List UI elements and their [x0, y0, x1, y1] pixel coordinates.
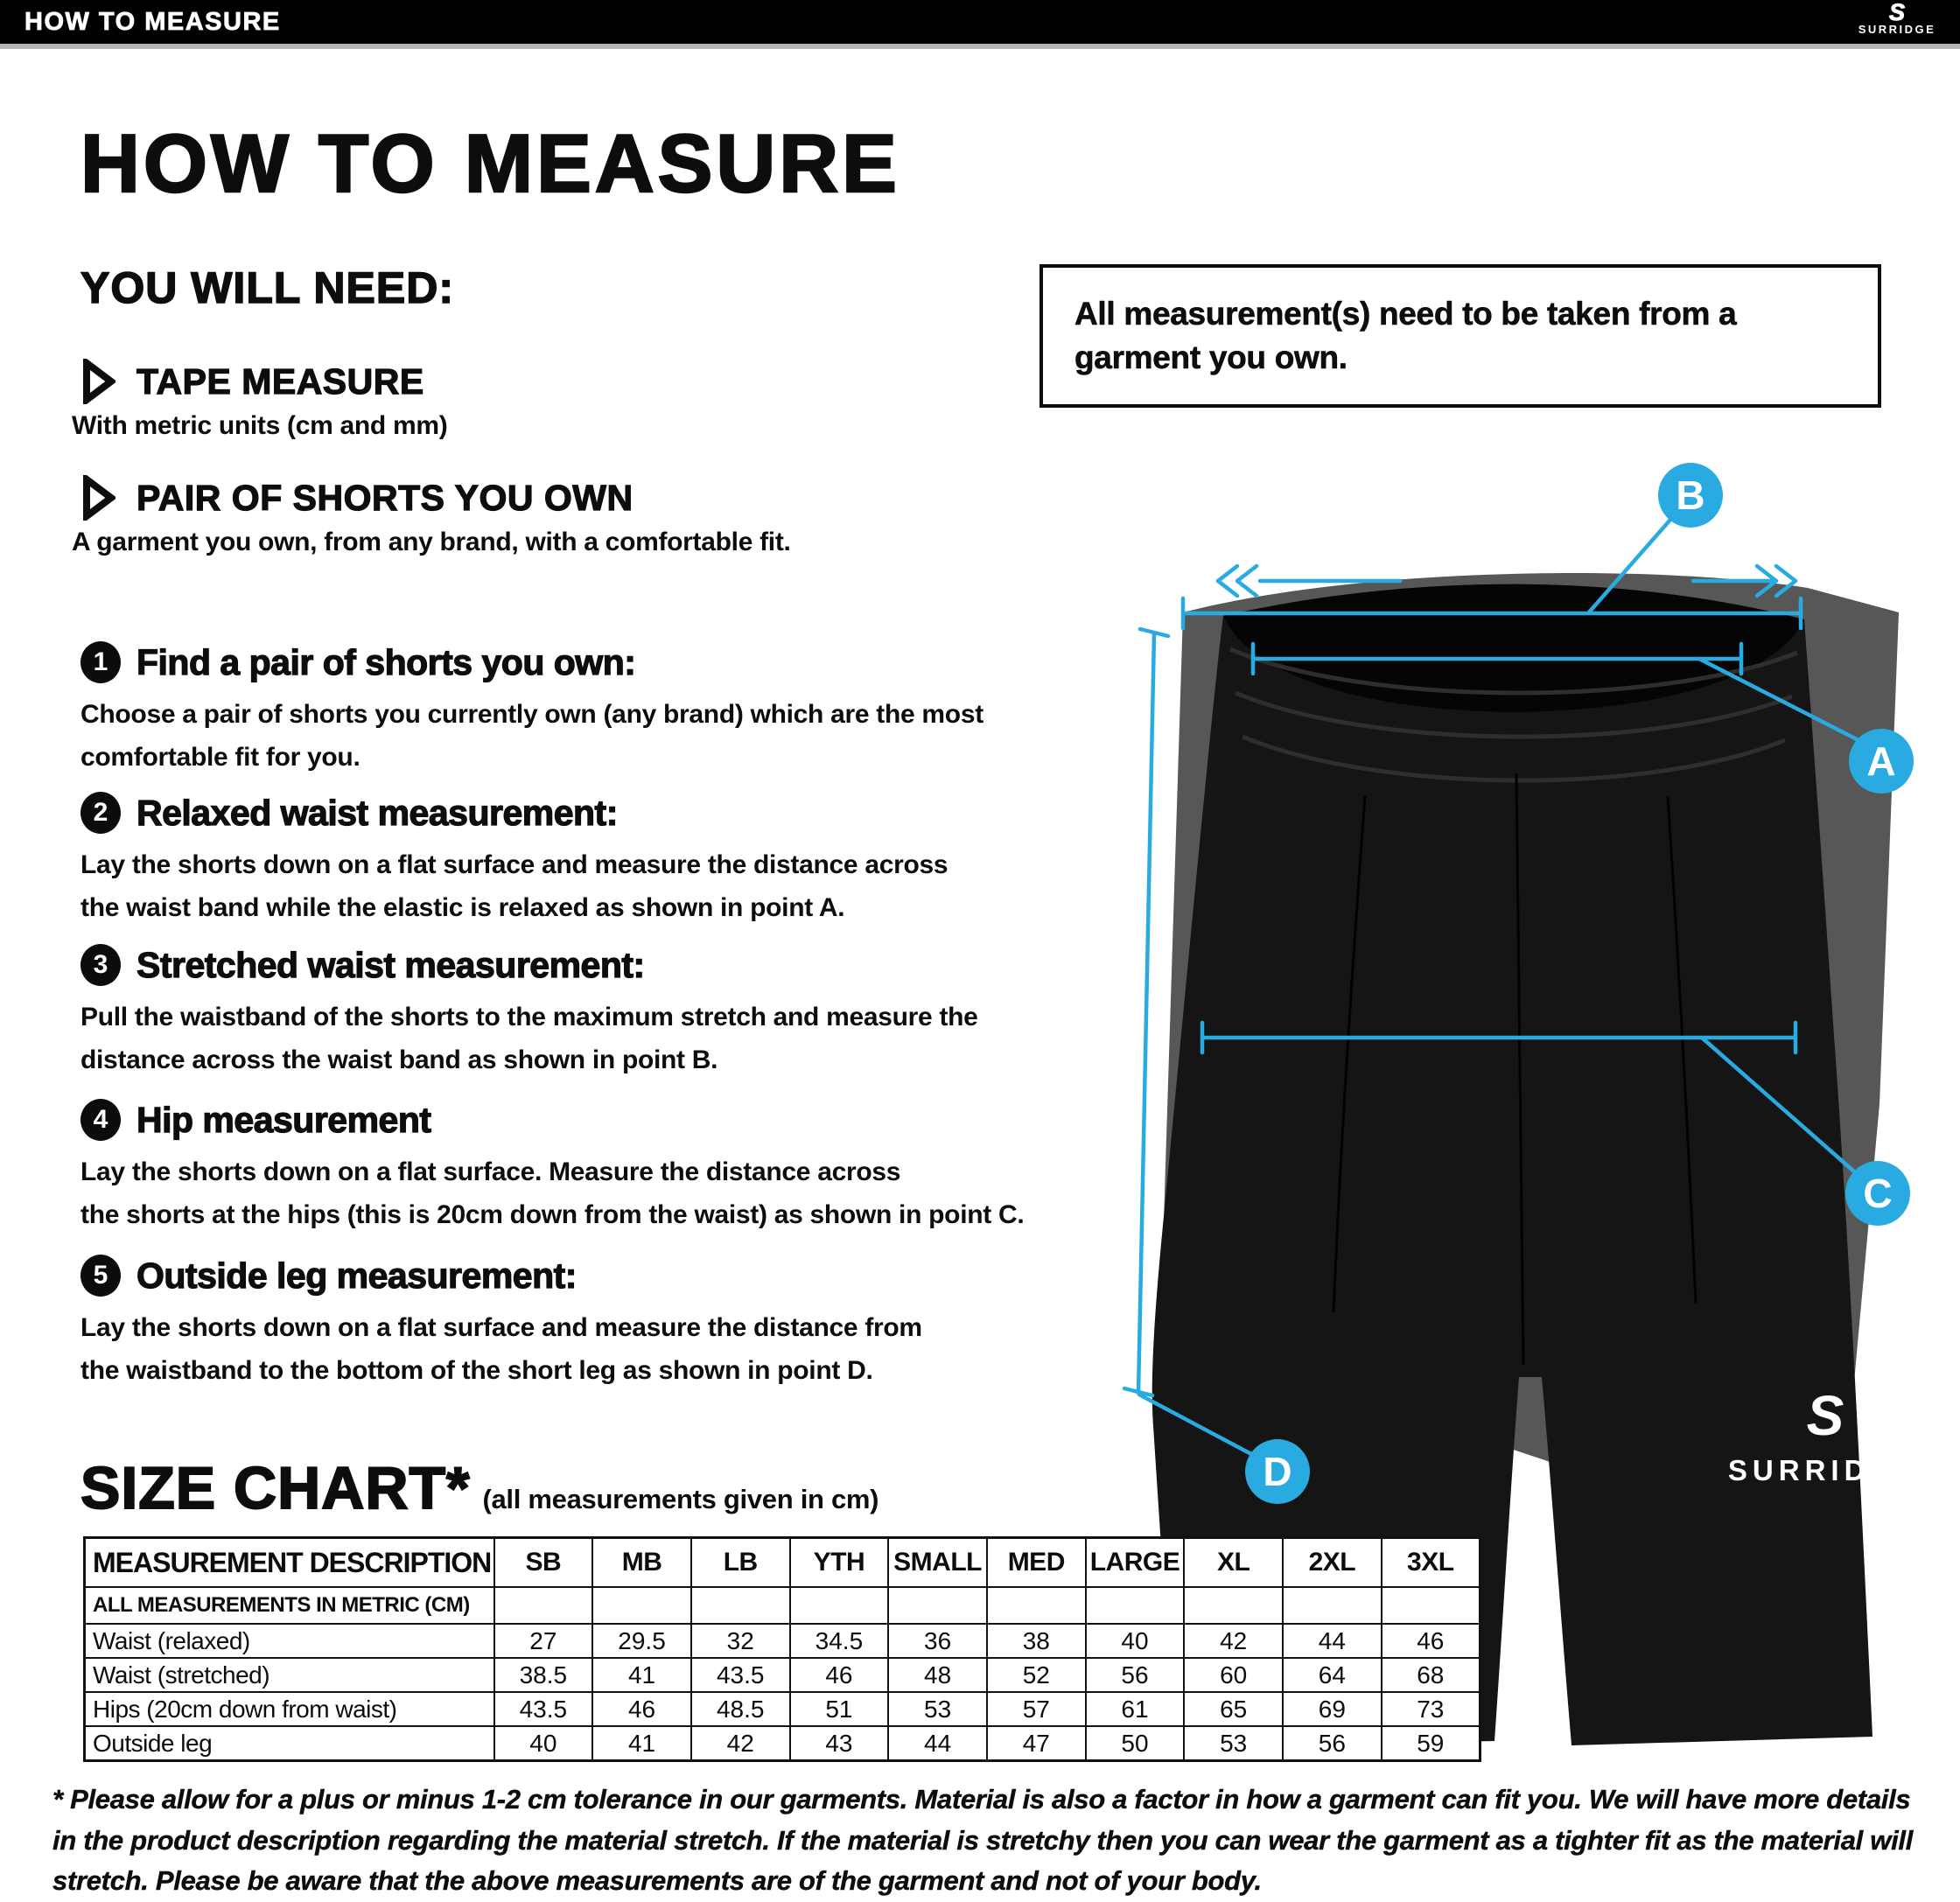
metric-empty-cell [691, 1587, 790, 1624]
tolerance-footnote: * Please allow for a plus or minus 1-2 cm tolerance in our garments. Material is also a factor in how a garment can fit you. We will have more details in the product description regarding the material stretch. If the material is stretchy then you can wear the garment as a tighter fit as the material will stretch. Please be aware that the above measurements are of the garment and not of your body. [52, 1784, 1914, 1896]
size-chart-title: SIZE CHART* [80, 1455, 471, 1521]
size-value-cell: 41 [592, 1658, 691, 1692]
label-text-d: D [1263, 1449, 1292, 1494]
metric-empty-cell [1283, 1587, 1382, 1624]
size-value-cell: 69 [1283, 1692, 1382, 1726]
size-chart-row [85, 1624, 1480, 1658]
size-value-cell: 41 [592, 1726, 691, 1761]
size-value-cell: 56 [1283, 1726, 1382, 1761]
step-description-line: Choose a pair of shorts you currently own (any brand) which are the most [80, 700, 984, 729]
size-chart [83, 1536, 1481, 1762]
size-chart-table [83, 1536, 1481, 1762]
top-bar-divider [0, 44, 1960, 49]
top-bar [0, 0, 1960, 44]
surridge-s-icon: S [1888, 0, 1905, 25]
size-column-header: SMALL [888, 1538, 987, 1588]
label-text-a: A [1866, 738, 1896, 784]
size-chart-row [85, 1726, 1480, 1761]
size-value-cell: 42 [1184, 1624, 1283, 1658]
metric-empty-cell [1382, 1587, 1480, 1624]
size-column-header: SB [494, 1538, 593, 1588]
step-number-badge: 2 [80, 792, 121, 834]
step-description-line: Lay the shorts down on a flat surface and measure the distance from [80, 1313, 922, 1342]
size-value-cell: 27 [494, 1624, 593, 1658]
size-column-header: 2XL [1283, 1538, 1382, 1588]
step-description-line: Lay the shorts down on a flat surface and measure the distance across [80, 850, 948, 879]
need-item-title: PAIR OF SHORTS YOU OWN [136, 477, 634, 518]
size-value-cell: 56 [1086, 1658, 1185, 1692]
metric-empty-cell [888, 1587, 987, 1624]
size-value-cell: 42 [691, 1726, 790, 1761]
size-value-cell: 48 [888, 1658, 987, 1692]
size-column-header: 3XL [1382, 1538, 1480, 1588]
size-value-cell: 51 [790, 1692, 889, 1726]
top-bar-title: HOW TO MEASURE [24, 7, 281, 36]
size-value-cell: 65 [1184, 1692, 1283, 1726]
row-label: Hips (20cm down from waist) [85, 1692, 494, 1726]
size-value-cell: 57 [987, 1692, 1086, 1726]
size-column-header: LARGE [1086, 1538, 1185, 1588]
step-description-line: the waistband to the bottom of the short leg as shown in point D. [80, 1355, 873, 1385]
size-value-cell: 73 [1382, 1692, 1480, 1726]
metric-note-row [85, 1587, 1480, 1624]
size-value-cell: 34.5 [790, 1624, 889, 1658]
need-item-shorts [72, 475, 1122, 557]
size-column-header: YTH [790, 1538, 889, 1588]
size-value-cell: 60 [1184, 1658, 1283, 1692]
need-item-tape-measure [72, 359, 1122, 441]
size-value-cell: 46 [1382, 1624, 1480, 1658]
step-description-line: the waist band while the elastic is relaxed as shown in point A. [80, 892, 845, 922]
metric-empty-cell [592, 1587, 691, 1624]
step-number-badge: 1 [80, 641, 121, 683]
size-column-header: MED [987, 1538, 1086, 1588]
step-number-badge: 3 [80, 944, 121, 986]
size-value-cell: 53 [1184, 1726, 1283, 1761]
metric-empty-cell [1184, 1587, 1283, 1624]
label-text-c: C [1863, 1171, 1893, 1216]
size-value-cell: 43.5 [691, 1658, 790, 1692]
size-value-cell: 43.5 [494, 1692, 593, 1726]
row-label: Outside leg [85, 1726, 494, 1761]
note-box-text: All measurement(s) need to be taken from a garment you own. [1074, 296, 1737, 375]
measure-line-b [1183, 520, 1801, 628]
step-description-line: distance across the waist band as shown in point B. [80, 1045, 718, 1074]
size-chart-body [85, 1587, 1480, 1761]
size-column-header: XL [1184, 1538, 1283, 1588]
measurement-description-header: MEASUREMENT DESCRIPTION [85, 1538, 494, 1588]
step-1 [80, 641, 1183, 780]
size-chart-subtitle: (all measurements given in cm) [482, 1484, 879, 1514]
step-description [80, 694, 1183, 780]
step-description-line: Pull the waistband of the shorts to the maximum stretch and measure the [80, 1003, 978, 1031]
size-column-header: LB [691, 1538, 790, 1588]
label-text-b: B [1676, 472, 1705, 518]
step-title: Outside leg measurement: [136, 1255, 577, 1296]
step-4 [80, 1099, 1183, 1237]
step-number-badge: 4 [80, 1099, 121, 1141]
need-item-title: TAPE MEASURE [136, 360, 424, 402]
triangle-bullet-icon [82, 359, 116, 404]
row-label: Waist (stretched) [85, 1658, 494, 1692]
size-value-cell: 29.5 [592, 1624, 691, 1658]
surridge-brand-name: SURRIDGE [1858, 23, 1936, 36]
size-value-cell: 44 [1283, 1624, 1382, 1658]
size-value-cell: 47 [987, 1726, 1086, 1761]
step-title: Relaxed waist measurement: [136, 792, 618, 833]
size-value-cell: 38 [987, 1624, 1086, 1658]
need-item-description: A garment you own, from any brand, with a comfortable fit. [72, 528, 791, 556]
step-description [80, 996, 1183, 1082]
row-label: Waist (relaxed) [85, 1624, 494, 1658]
size-chart-header-row [85, 1538, 1480, 1588]
step-2 [80, 792, 1183, 930]
step-description-line: comfortable fit for you. [80, 742, 360, 772]
step-5 [80, 1255, 1183, 1393]
size-chart-heading [80, 1454, 878, 1522]
step-3 [80, 944, 1183, 1082]
note-box [1040, 264, 1881, 408]
step-description [80, 844, 1183, 930]
size-value-cell: 68 [1382, 1658, 1480, 1692]
step-description [80, 1307, 1183, 1393]
step-number-badge: 5 [80, 1255, 121, 1297]
metric-note-label: ALL MEASUREMENTS IN METRIC (CM) [85, 1587, 494, 1624]
size-value-cell: 53 [888, 1692, 987, 1726]
size-value-cell: 44 [888, 1726, 987, 1761]
surridge-logo-text: SURRIDGE [1727, 1454, 1923, 1486]
size-value-cell: 46 [790, 1658, 889, 1692]
size-value-cell: 46 [592, 1692, 691, 1726]
metric-empty-cell [494, 1587, 593, 1624]
surridge-logo [1844, 1, 1950, 35]
size-value-cell: 52 [987, 1658, 1086, 1692]
size-value-cell: 61 [1086, 1692, 1185, 1726]
step-title: Find a pair of shorts you own: [136, 641, 636, 682]
step-description-line: Lay the shorts down on a flat surface. Measure the distance across [80, 1157, 901, 1186]
size-value-cell: 50 [1086, 1726, 1185, 1761]
size-chart-row [85, 1658, 1480, 1692]
metric-empty-cell [1086, 1587, 1185, 1624]
size-value-cell: 38.5 [494, 1658, 593, 1692]
size-value-cell: 40 [1086, 1624, 1185, 1658]
step-title: Stretched waist measurement: [136, 944, 645, 985]
step-description-line: the shorts at the hips (this is 20cm down from the waist) as shown in point C. [80, 1199, 1025, 1229]
size-value-cell: 36 [888, 1624, 987, 1658]
size-value-cell: 59 [1382, 1726, 1480, 1761]
metric-empty-cell [987, 1587, 1086, 1624]
size-value-cell: 43 [790, 1726, 889, 1761]
size-value-cell: 64 [1283, 1658, 1382, 1692]
page-title: HOW TO MEASURE [80, 117, 900, 209]
size-chart-row [85, 1692, 1480, 1726]
metric-empty-cell [790, 1587, 889, 1624]
you-will-need-heading: YOU WILL NEED: [80, 263, 454, 312]
size-value-cell: 32 [691, 1624, 790, 1658]
triangle-bullet-icon [82, 475, 116, 521]
size-column-header: MB [592, 1538, 691, 1588]
step-title: Hip measurement [136, 1099, 431, 1140]
need-item-description: With metric units (cm and mm) [72, 411, 448, 440]
step-description [80, 1151, 1183, 1237]
surridge-s-icon: S [1806, 1384, 1844, 1447]
size-value-cell: 48.5 [691, 1692, 790, 1726]
size-value-cell: 40 [494, 1726, 593, 1761]
